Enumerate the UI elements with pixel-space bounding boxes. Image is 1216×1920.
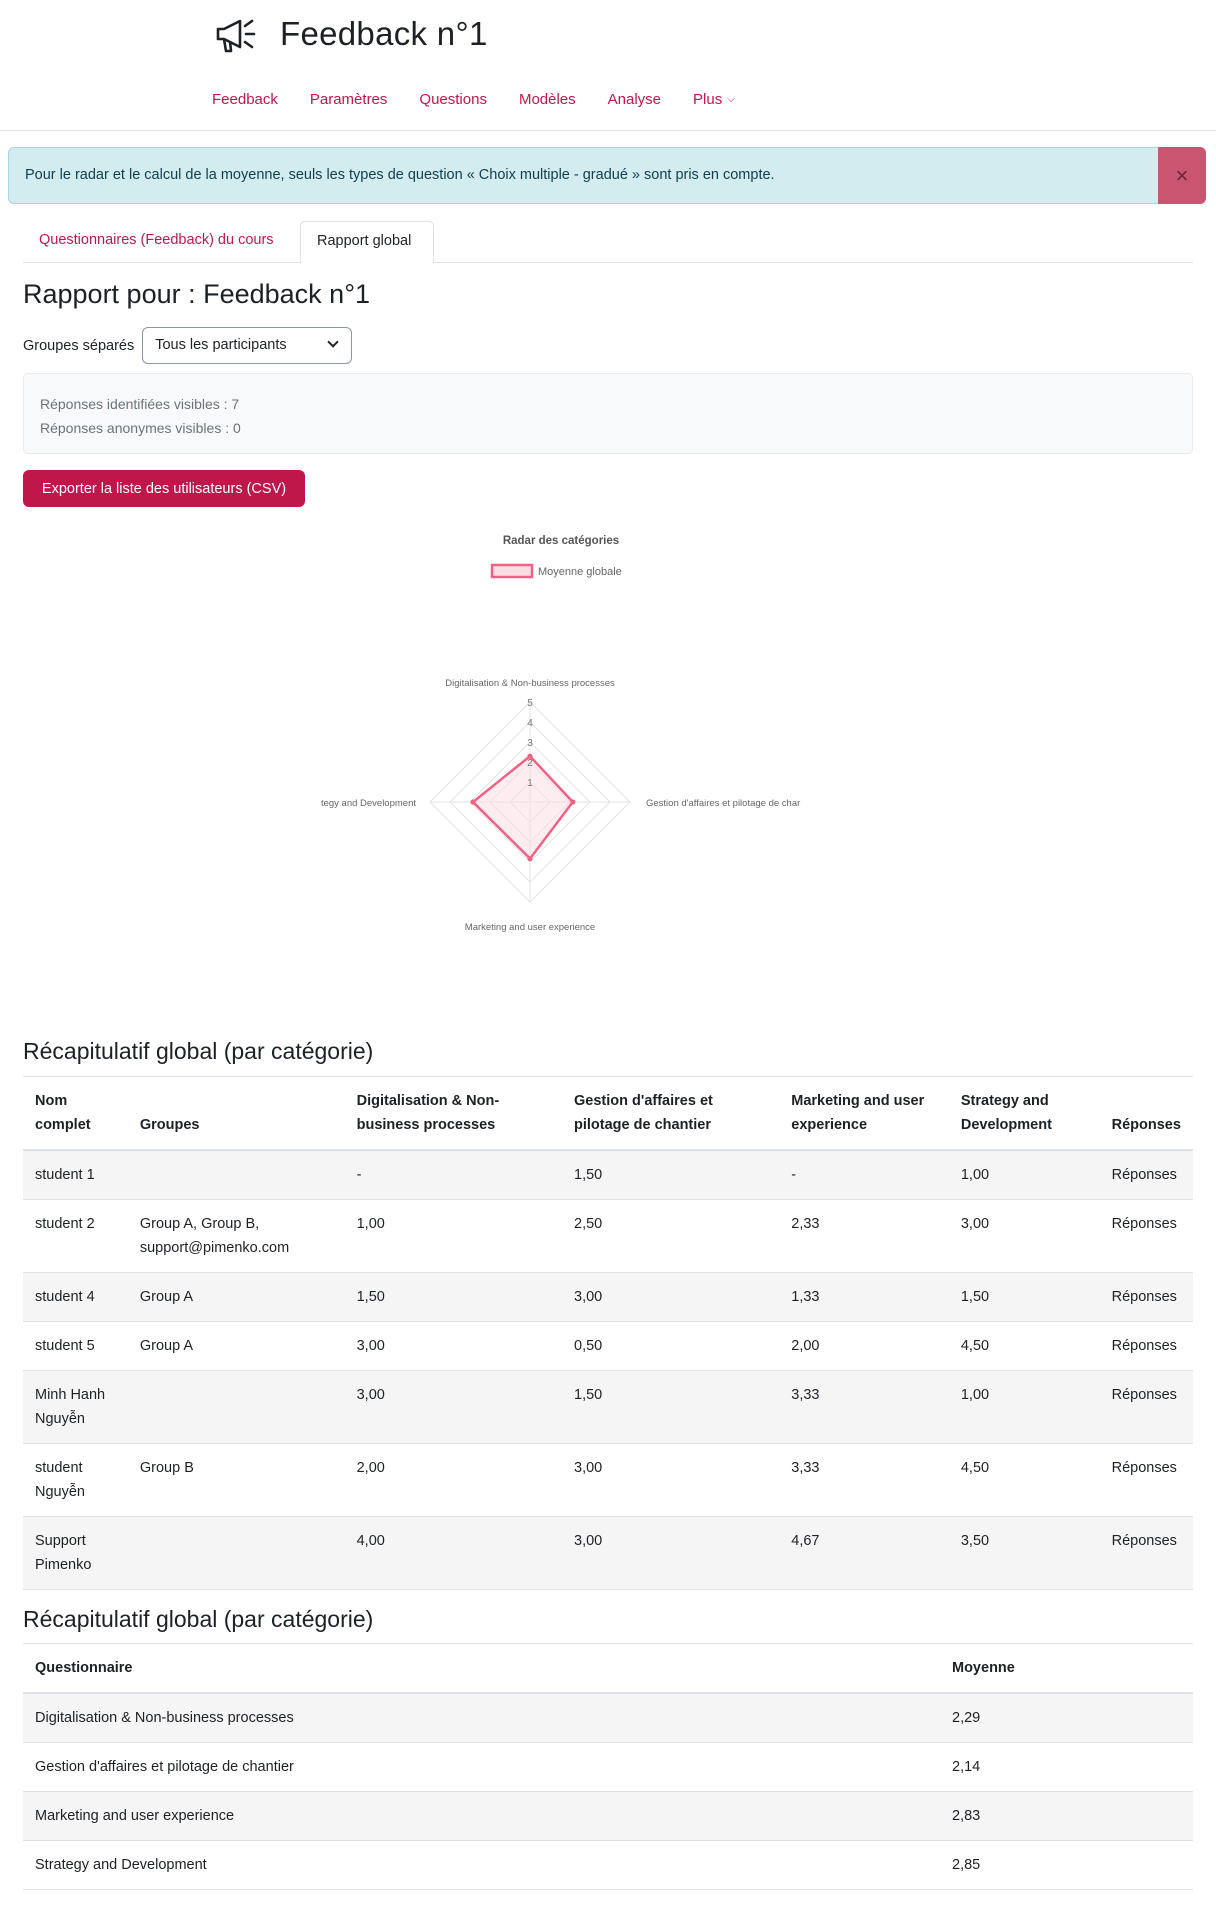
col-header-questionnaire: Questionnaire xyxy=(23,1644,940,1694)
radar-category-label: tegy and Development xyxy=(320,798,416,809)
responses-info-box xyxy=(23,373,1193,454)
cell-cat1: 4,00 xyxy=(345,1517,562,1590)
nav-parametres[interactable]: Paramètres xyxy=(309,91,388,108)
table-header-row xyxy=(23,1644,1193,1694)
cell-average: 2,85 xyxy=(940,1841,1193,1890)
cell-cat4: 1,00 xyxy=(949,1371,1100,1444)
radar-point xyxy=(527,856,532,861)
table-row xyxy=(23,1371,1193,1444)
cell-cat3: 2,33 xyxy=(779,1200,949,1273)
radar-category-label: Marketing and user experience xyxy=(464,922,596,933)
cell-responses-link[interactable]: Réponses xyxy=(1100,1273,1193,1322)
cell-cat2: 1,50 xyxy=(562,1371,779,1444)
cell-responses-link[interactable]: Réponses xyxy=(1100,1150,1193,1200)
col-header-groups: Groupes xyxy=(128,1077,345,1151)
cell-cat2: 0,50 xyxy=(562,1322,779,1371)
cell-groups: Group B xyxy=(128,1444,345,1517)
table-row xyxy=(23,1322,1193,1371)
col-header-responses: Réponses xyxy=(1100,1077,1193,1151)
cell-cat4: 3,50 xyxy=(949,1517,1100,1590)
cell-responses-link[interactable]: Réponses xyxy=(1100,1444,1193,1517)
cell-name: Support Pimenko xyxy=(23,1517,128,1590)
cell-cat3: 3,33 xyxy=(779,1371,949,1444)
radar-tick-label: 1 xyxy=(527,778,533,789)
col-header-cat1: Digitalisation & Non-business processes xyxy=(345,1077,562,1151)
summary-by-user-title: Récapitulatif global (par catégorie) xyxy=(23,1038,374,1064)
cell-cat1: 1,50 xyxy=(345,1273,562,1322)
cell-groups xyxy=(128,1371,345,1444)
cell-responses-link[interactable]: Réponses xyxy=(1100,1322,1193,1371)
cell-cat4: 4,50 xyxy=(949,1322,1100,1371)
col-header-cat2: Gestion d'affaires et pilotage de chantier xyxy=(562,1077,779,1151)
nav-modeles[interactable]: Modèles xyxy=(518,91,576,108)
legend-swatch xyxy=(492,565,532,577)
megaphone-icon xyxy=(212,10,260,58)
radar-tick-label: 5 xyxy=(527,698,533,709)
nav-plus-label: Plus xyxy=(693,91,723,108)
cell-name: student 2 xyxy=(23,1200,128,1273)
table-row xyxy=(23,1693,1193,1743)
group-select[interactable] xyxy=(142,327,352,364)
group-select-value: Tous les participants xyxy=(155,337,287,353)
nav-analyse[interactable]: Analyse xyxy=(607,91,662,108)
radar-point xyxy=(470,799,475,804)
group-filter xyxy=(23,327,352,364)
cell-groups xyxy=(128,1150,345,1200)
cell-cat2: 3,00 xyxy=(562,1444,779,1517)
alert-close-button[interactable] xyxy=(1158,147,1206,204)
col-header-cat3: Marketing and user experience xyxy=(779,1077,949,1151)
cell-cat4: 4,50 xyxy=(949,1444,1100,1517)
table-row xyxy=(23,1792,1193,1841)
report-title: Rapport pour : Feedback n°1 xyxy=(23,279,371,309)
cell-groups: Group A xyxy=(128,1273,345,1322)
group-label: Groupes séparés xyxy=(23,337,135,354)
cell-cat2: 1,50 xyxy=(562,1150,779,1200)
cell-groups: Group A xyxy=(128,1322,345,1371)
cell-cat1: 2,00 xyxy=(345,1444,562,1517)
table-row xyxy=(23,1150,1193,1200)
cell-name: student 4 xyxy=(23,1273,128,1322)
cell-questionnaire: Marketing and user experience xyxy=(23,1792,940,1841)
tab-global-report[interactable]: Rapport global xyxy=(300,221,434,264)
radar-point xyxy=(570,799,575,804)
cell-groups xyxy=(128,1517,345,1590)
summary-by-category-title: Récapitulatif global (par catégorie) xyxy=(23,1606,374,1632)
cell-cat4: 1,00 xyxy=(949,1150,1100,1200)
col-header-average: Moyenne xyxy=(940,1644,1193,1694)
cell-questionnaire: Digitalisation & Non-business processes xyxy=(23,1693,940,1743)
cell-name: student 5 xyxy=(23,1322,128,1371)
cell-average: 2,83 xyxy=(940,1792,1193,1841)
cell-cat3: 2,00 xyxy=(779,1322,949,1371)
nav-questions[interactable]: Questions xyxy=(419,91,487,108)
report-tabs xyxy=(23,221,1193,263)
radar-series-area xyxy=(473,756,573,858)
cell-cat3: - xyxy=(779,1150,949,1200)
cell-questionnaire: Gestion d'affaires et pilotage de chantier xyxy=(23,1743,940,1792)
chart-title: Radar des catégories xyxy=(502,535,620,547)
cell-responses-link[interactable]: Réponses xyxy=(1100,1371,1193,1444)
table-row xyxy=(23,1743,1193,1792)
page-header xyxy=(0,0,1216,131)
cell-groups: Group A, Group B, support@pimenko.com xyxy=(128,1200,345,1273)
cell-cat1: - xyxy=(345,1150,562,1200)
table-row xyxy=(23,1841,1193,1890)
cell-responses-link[interactable]: Réponses xyxy=(1100,1517,1193,1590)
title-wrap xyxy=(212,10,488,58)
info-alert xyxy=(8,147,1206,204)
col-header-name: Nom complet xyxy=(23,1077,128,1151)
anonymous-responses: Réponses anonymes visibles : 0 xyxy=(40,420,241,436)
radar-tick-label: 2 xyxy=(527,758,533,769)
close-icon: × xyxy=(1175,162,1189,188)
alert-text: Pour le radar et le calcul de la moyenne, seuls les types de question « Choix multiple - gradué » sont pris en compte. xyxy=(25,167,775,183)
radar-tick-label: 3 xyxy=(527,738,533,749)
cell-name: student 1 xyxy=(23,1150,128,1200)
cell-cat2: 3,00 xyxy=(562,1517,779,1590)
cell-cat1: 1,00 xyxy=(345,1200,562,1273)
table-row xyxy=(23,1273,1193,1322)
cell-cat3: 1,33 xyxy=(779,1273,949,1322)
secondary-navigation xyxy=(212,91,735,108)
cell-cat3: 3,33 xyxy=(779,1444,949,1517)
legend-label: Moyenne globale xyxy=(538,566,622,578)
export-csv-button[interactable]: Exporter la liste des utilisateurs (CSV) xyxy=(23,470,305,507)
identified-responses: Réponses identifiées visibles : 7 xyxy=(40,396,240,412)
page-title: Feedback n°1 xyxy=(280,15,488,52)
table-row xyxy=(23,1517,1193,1590)
chevron-down-icon xyxy=(328,336,339,347)
table-row xyxy=(23,1200,1193,1273)
chevron-down-icon: ⌵ xyxy=(727,94,735,105)
cell-cat4: 1,50 xyxy=(949,1273,1100,1322)
table-header-row xyxy=(23,1077,1193,1151)
summary-by-user-table xyxy=(23,1076,1193,1590)
cell-cat1: 3,00 xyxy=(345,1322,562,1371)
cell-cat1: 3,00 xyxy=(345,1371,562,1444)
cell-name: Minh Hanh Nguyễn xyxy=(23,1371,128,1444)
cell-average: 2,14 xyxy=(940,1743,1193,1792)
radar-chart xyxy=(0,520,1216,960)
cell-name: student Nguyễn xyxy=(23,1444,128,1517)
nav-plus[interactable] xyxy=(693,91,735,108)
summary-by-category-table xyxy=(23,1643,1193,1890)
cell-average: 2,29 xyxy=(940,1693,1193,1743)
col-header-cat4: Strategy and Development xyxy=(949,1077,1100,1151)
cell-questionnaire: Strategy and Development xyxy=(23,1841,940,1890)
cell-cat4: 3,00 xyxy=(949,1200,1100,1273)
cell-cat3: 4,67 xyxy=(779,1517,949,1590)
cell-cat2: 2,50 xyxy=(562,1200,779,1273)
tab-course-feedbacks[interactable]: Questionnaires (Feedback) du cours xyxy=(39,232,274,248)
cell-responses-link[interactable]: Réponses xyxy=(1100,1200,1193,1273)
cell-cat2: 3,00 xyxy=(562,1273,779,1322)
table-row xyxy=(23,1444,1193,1517)
radar-category-label: Gestion d'affaires et pilotage de char xyxy=(646,798,801,809)
radar-category-label: Digitalisation & Non-business processes xyxy=(445,678,615,689)
nav-feedback[interactable]: Feedback xyxy=(212,91,278,108)
radar-tick-label: 4 xyxy=(527,718,533,729)
